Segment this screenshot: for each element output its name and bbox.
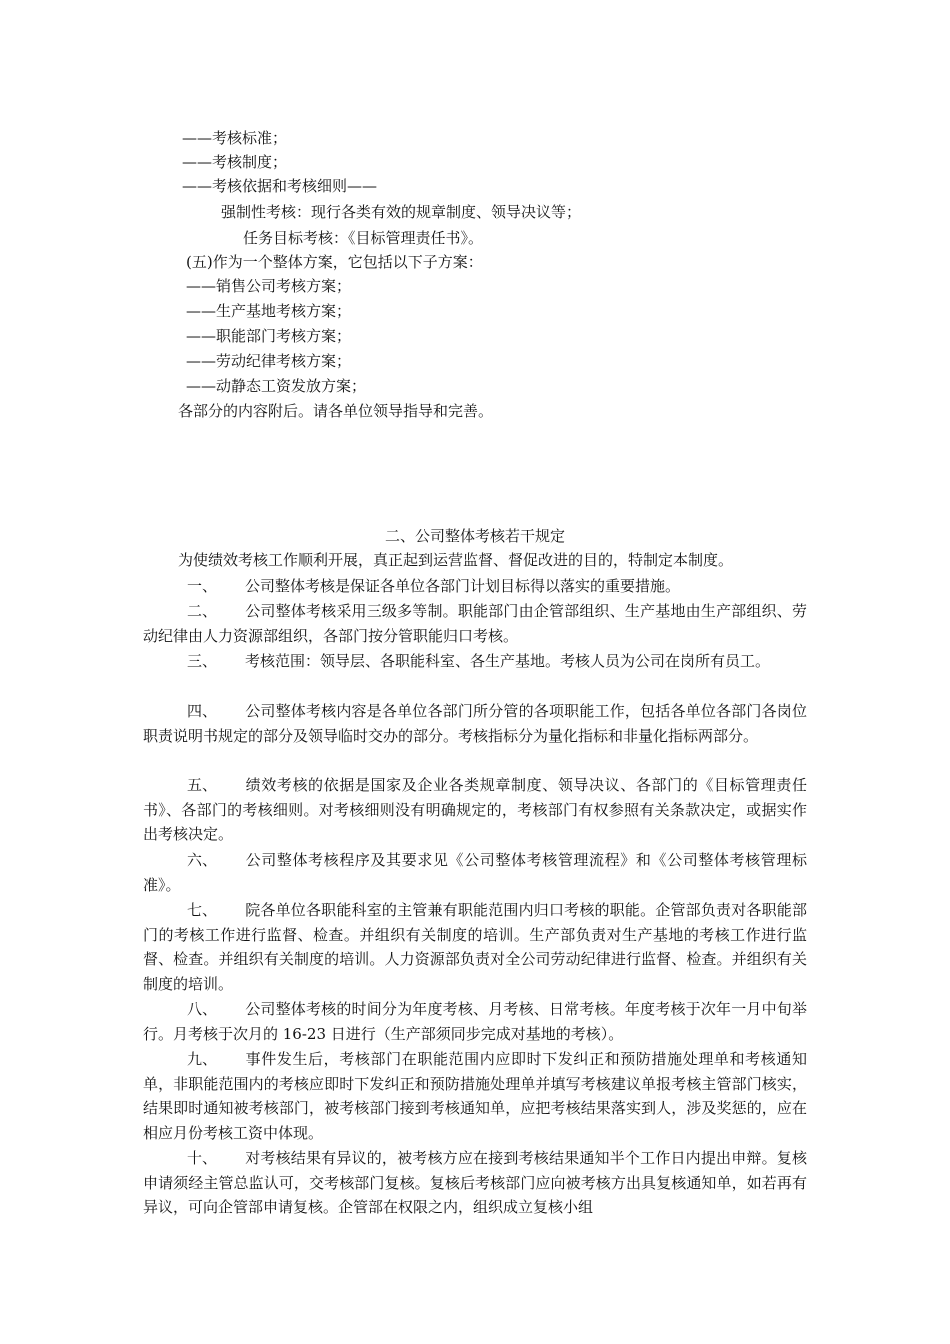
section-title: 二、公司整体考核若干规定: [384, 527, 565, 545]
list-item-basis: ——考核依据和考核细则——: [182, 177, 378, 195]
article-number: 九、: [187, 1050, 218, 1068]
sub-plan-functional: ——职能部门考核方案；: [186, 327, 352, 345]
article-text: 公司整体考核采用三级多等制。职能部门由企管部组织、生产基地由生产部组织、劳动纪律由人力资源部组织，各部门按分管职能归口考核。: [143, 602, 807, 645]
list-item-standard: ——考核标准；: [182, 129, 288, 147]
article-10: [143, 1146, 807, 1220]
article-number: 八、: [187, 1000, 218, 1018]
article-text: 事件发生后，考核部门在职能范围内应即时下发纠正和预防措施处理单和考核通知单，非职能范围内的考核应即时下发纠正和预防措施处理单并填写考核建议单报考核主管部门核实，结果即时通知被考核部门，被考核部门接到考核通知单，应把考核结果落实到人，涉及奖惩的，应在相应月份考核工资中体现。: [143, 1050, 807, 1142]
article-number: 十、: [187, 1149, 218, 1167]
article-2: [143, 599, 807, 648]
article-3: [143, 649, 807, 674]
sub-plan-production: ——生产基地考核方案；: [186, 302, 352, 320]
list-item-system: ——考核制度；: [182, 153, 288, 171]
article-text: 考核范围：领导层、各职能科室、各生产基地。考核人员为公司在岗所有员工。: [245, 652, 771, 670]
article-text: 绩效考核的依据是国家及企业各类规章制度、领导决议、各部门的《目标管理责任书》、各部门的考核细则。对考核细则没有明确规定的，考核部门有权参照有关条款决定，或据实作出考核决定。: [143, 776, 807, 843]
article-1: [143, 574, 807, 599]
mandatory-assessment: 强制性考核：现行各类有效的规章制度、领导决议等；: [221, 203, 582, 221]
article-8: [143, 997, 807, 1046]
sub-plan-intro: (五)作为一个整体方案，它包括以下子方案：: [186, 253, 483, 271]
article-7: [143, 898, 807, 996]
article-number: 五、: [187, 776, 218, 794]
article-number: 四、: [187, 702, 218, 720]
sub-plan-sales: ——销售公司考核方案；: [186, 277, 352, 295]
article-number: 一、: [187, 577, 218, 595]
article-number: 六、: [187, 851, 218, 869]
article-number: 三、: [187, 652, 218, 670]
article-number: 二、: [187, 602, 218, 620]
article-text: 公司整体考核是保证各单位各部门计划目标得以落实的重要措施。: [245, 577, 681, 595]
task-assessment: 任务目标考核：《目标管理责任书》。: [243, 229, 484, 247]
sub-plan-salary: ——动静态工资发放方案；: [186, 377, 367, 395]
article-text: 公司整体考核程序及其要求见《公司整体考核管理流程》和《公司整体考核管理标准》。: [143, 851, 807, 894]
sub-plan-discipline: ——劳动纪律考核方案；: [186, 352, 352, 370]
closing-note: 各部分的内容附后。请各单位领导指导和完善。: [178, 402, 494, 420]
article-9: [143, 1047, 807, 1145]
article-number: 七、: [187, 901, 218, 919]
section-intro: 为使绩效考核工作顺利开展，真正起到运营监督、督促改进的目的，特制定本制度。: [178, 551, 734, 569]
article-text: 公司整体考核的时间分为年度考核、月考核、日常考核。年度考核于次年一月中旬举行。月考核于次月的 16-23 日进行（生产部须同步完成对基地的考核）。: [143, 1000, 807, 1043]
article-5: [143, 773, 807, 847]
article-6: [143, 848, 807, 897]
article-text: 对考核结果有异议的，被考核方应在接到考核结果通知半个工作日内提出申辩。复核申请须经主管总监认可，交考核部门复核。复核后考核部门应向被考核方出具复核通知单，如若再有异议，可向企管部申请复核。企管部在权限之内，组织成立复核小组: [143, 1149, 807, 1216]
article-4: [143, 699, 807, 748]
article-text: 公司整体考核内容是各单位各部门所分管的各项职能工作，包括各单位各部门各岗位职责说明书规定的部分及领导临时交办的部分。考核指标分为量化指标和非量化指标两部分。: [143, 702, 807, 745]
article-text: 院各单位各职能科室的主管兼有职能范围内归口考核的职能。企管部负责对各职能部门的考核工作进行监督、检查。并组织有关制度的培训。生产部负责对生产基地的考核工作进行监督、检查。并组织有关制度的培训。人力资源部负责对全公司劳动纪律进行监督、检查。并组织有关制度的培训。: [143, 901, 807, 993]
